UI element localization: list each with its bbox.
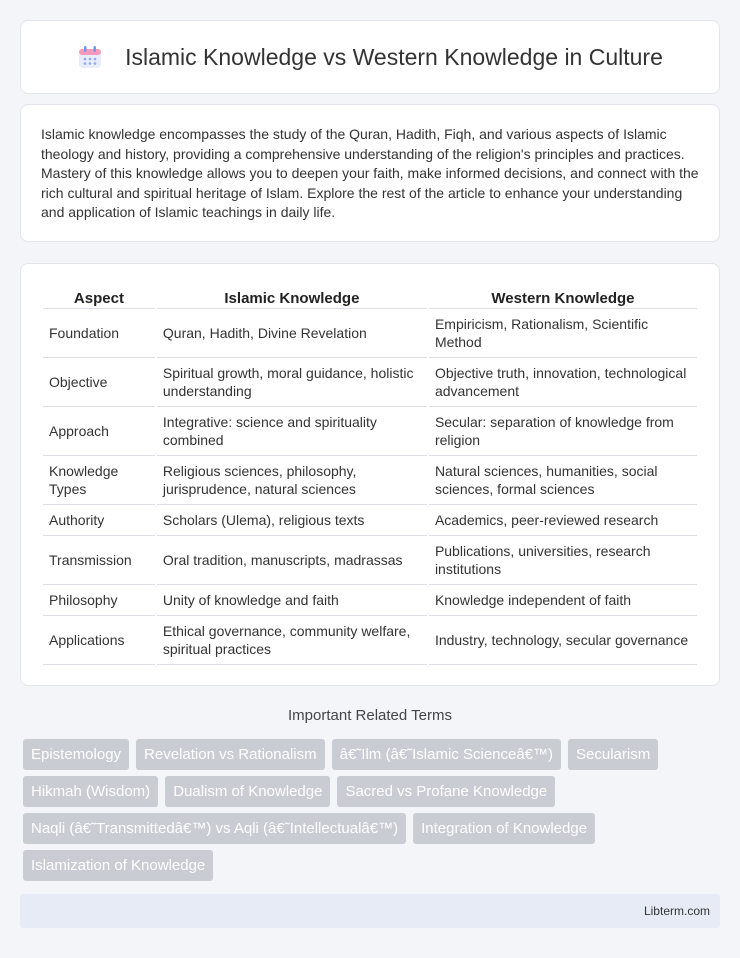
- table-row: [43, 505, 697, 536]
- footer-brand-link[interactable]: Libterm.com: [643, 904, 710, 918]
- table-row: [43, 358, 697, 407]
- table-cell: Industry, technology, secular governance: [429, 616, 697, 665]
- table-cell: Foundation: [43, 309, 155, 358]
- intro-text: Islamic knowledge encompasses the study of the Quran, Hadith, Fiqh, and various aspects of Islamic theology and history, providing a comprehensive understanding of the religion's principles and practices. Mastery of this knowledge allows you to deepen your faith, make informed decisions, and connect with the rich cultural and spiritual heritage of Islam. Explore the rest of the article to enhance your understanding and application of Islamic teachings in daily life.: [41, 126, 699, 221]
- term-tag[interactable]: Secularism: [568, 739, 658, 770]
- table-row: [43, 585, 697, 616]
- intro-card: [20, 104, 720, 242]
- table-cell: Quran, Hadith, Divine Revelation: [157, 309, 427, 358]
- table-cell: Ethical governance, community welfare, spiritual practices: [157, 616, 427, 665]
- term-tag[interactable]: Revelation vs Rationalism: [136, 739, 325, 770]
- term-tag[interactable]: Naqli (â€˜Transmittedâ€™) vs Aqli (â€˜Intellectualâ€™): [23, 813, 406, 844]
- table-cell: Authority: [43, 505, 155, 536]
- table-cell: Objective truth, innovation, technological advancement: [429, 358, 697, 407]
- header-western: Western Knowledge: [429, 282, 697, 309]
- table-row: [43, 536, 697, 585]
- table-cell: Philosophy: [43, 585, 155, 616]
- table-cell: Publications, universities, research institutions: [429, 536, 697, 585]
- calendar-icon: [77, 44, 103, 70]
- table-cell: Unity of knowledge and faith: [157, 585, 427, 616]
- table-cell: Spiritual growth, moral guidance, holistic understanding: [157, 358, 427, 407]
- table-cell: Secular: separation of knowledge from religion: [429, 407, 697, 456]
- table-cell: Objective: [43, 358, 155, 407]
- table-cell: Knowledge independent of faith: [429, 585, 697, 616]
- table-cell: Academics, peer-reviewed research: [429, 505, 697, 536]
- table-row: [43, 616, 697, 665]
- table-header-row: [43, 282, 697, 309]
- table-cell: Applications: [43, 616, 155, 665]
- related-terms-title: Important Related Terms: [288, 707, 452, 724]
- header-aspect: Aspect: [43, 282, 155, 309]
- term-tag[interactable]: Dualism of Knowledge: [165, 776, 330, 807]
- table-cell: Integrative: science and spirituality combined: [157, 407, 427, 456]
- comparison-card: [20, 263, 720, 686]
- table-cell: Religious sciences, philosophy, jurisprudence, natural sciences: [157, 456, 427, 505]
- term-tag[interactable]: â€˜Ilm (â€˜Islamic Scienceâ€™): [332, 739, 561, 770]
- term-tag[interactable]: Integration of Knowledge: [413, 813, 595, 844]
- table-cell: Approach: [43, 407, 155, 456]
- comparison-table: [41, 282, 699, 665]
- term-tag[interactable]: Sacred vs Profane Knowledge: [337, 776, 555, 807]
- table-cell: Knowledge Types: [43, 456, 155, 505]
- table-row: [43, 309, 697, 358]
- table-cell: Scholars (Ulema), religious texts: [157, 505, 427, 536]
- table-cell: Oral tradition, manuscripts, madrassas: [157, 536, 427, 585]
- header-islamic: Islamic Knowledge: [157, 282, 427, 309]
- page-title: Islamic Knowledge vs Western Knowledge in Culture: [125, 43, 663, 70]
- table-cell: Natural sciences, humanities, social sciences, formal sciences: [429, 456, 697, 505]
- related-terms-list: [23, 739, 723, 887]
- footer: [20, 894, 720, 928]
- term-tag[interactable]: Islamization of Knowledge: [23, 850, 213, 881]
- term-tag[interactable]: Epistemology: [23, 739, 129, 770]
- table-cell: Transmission: [43, 536, 155, 585]
- table-row: [43, 456, 697, 505]
- header-card: [20, 20, 720, 94]
- table-row: [43, 407, 697, 456]
- table-cell: Empiricism, Rationalism, Scientific Method: [429, 309, 697, 358]
- term-tag[interactable]: Hikmah (Wisdom): [23, 776, 158, 807]
